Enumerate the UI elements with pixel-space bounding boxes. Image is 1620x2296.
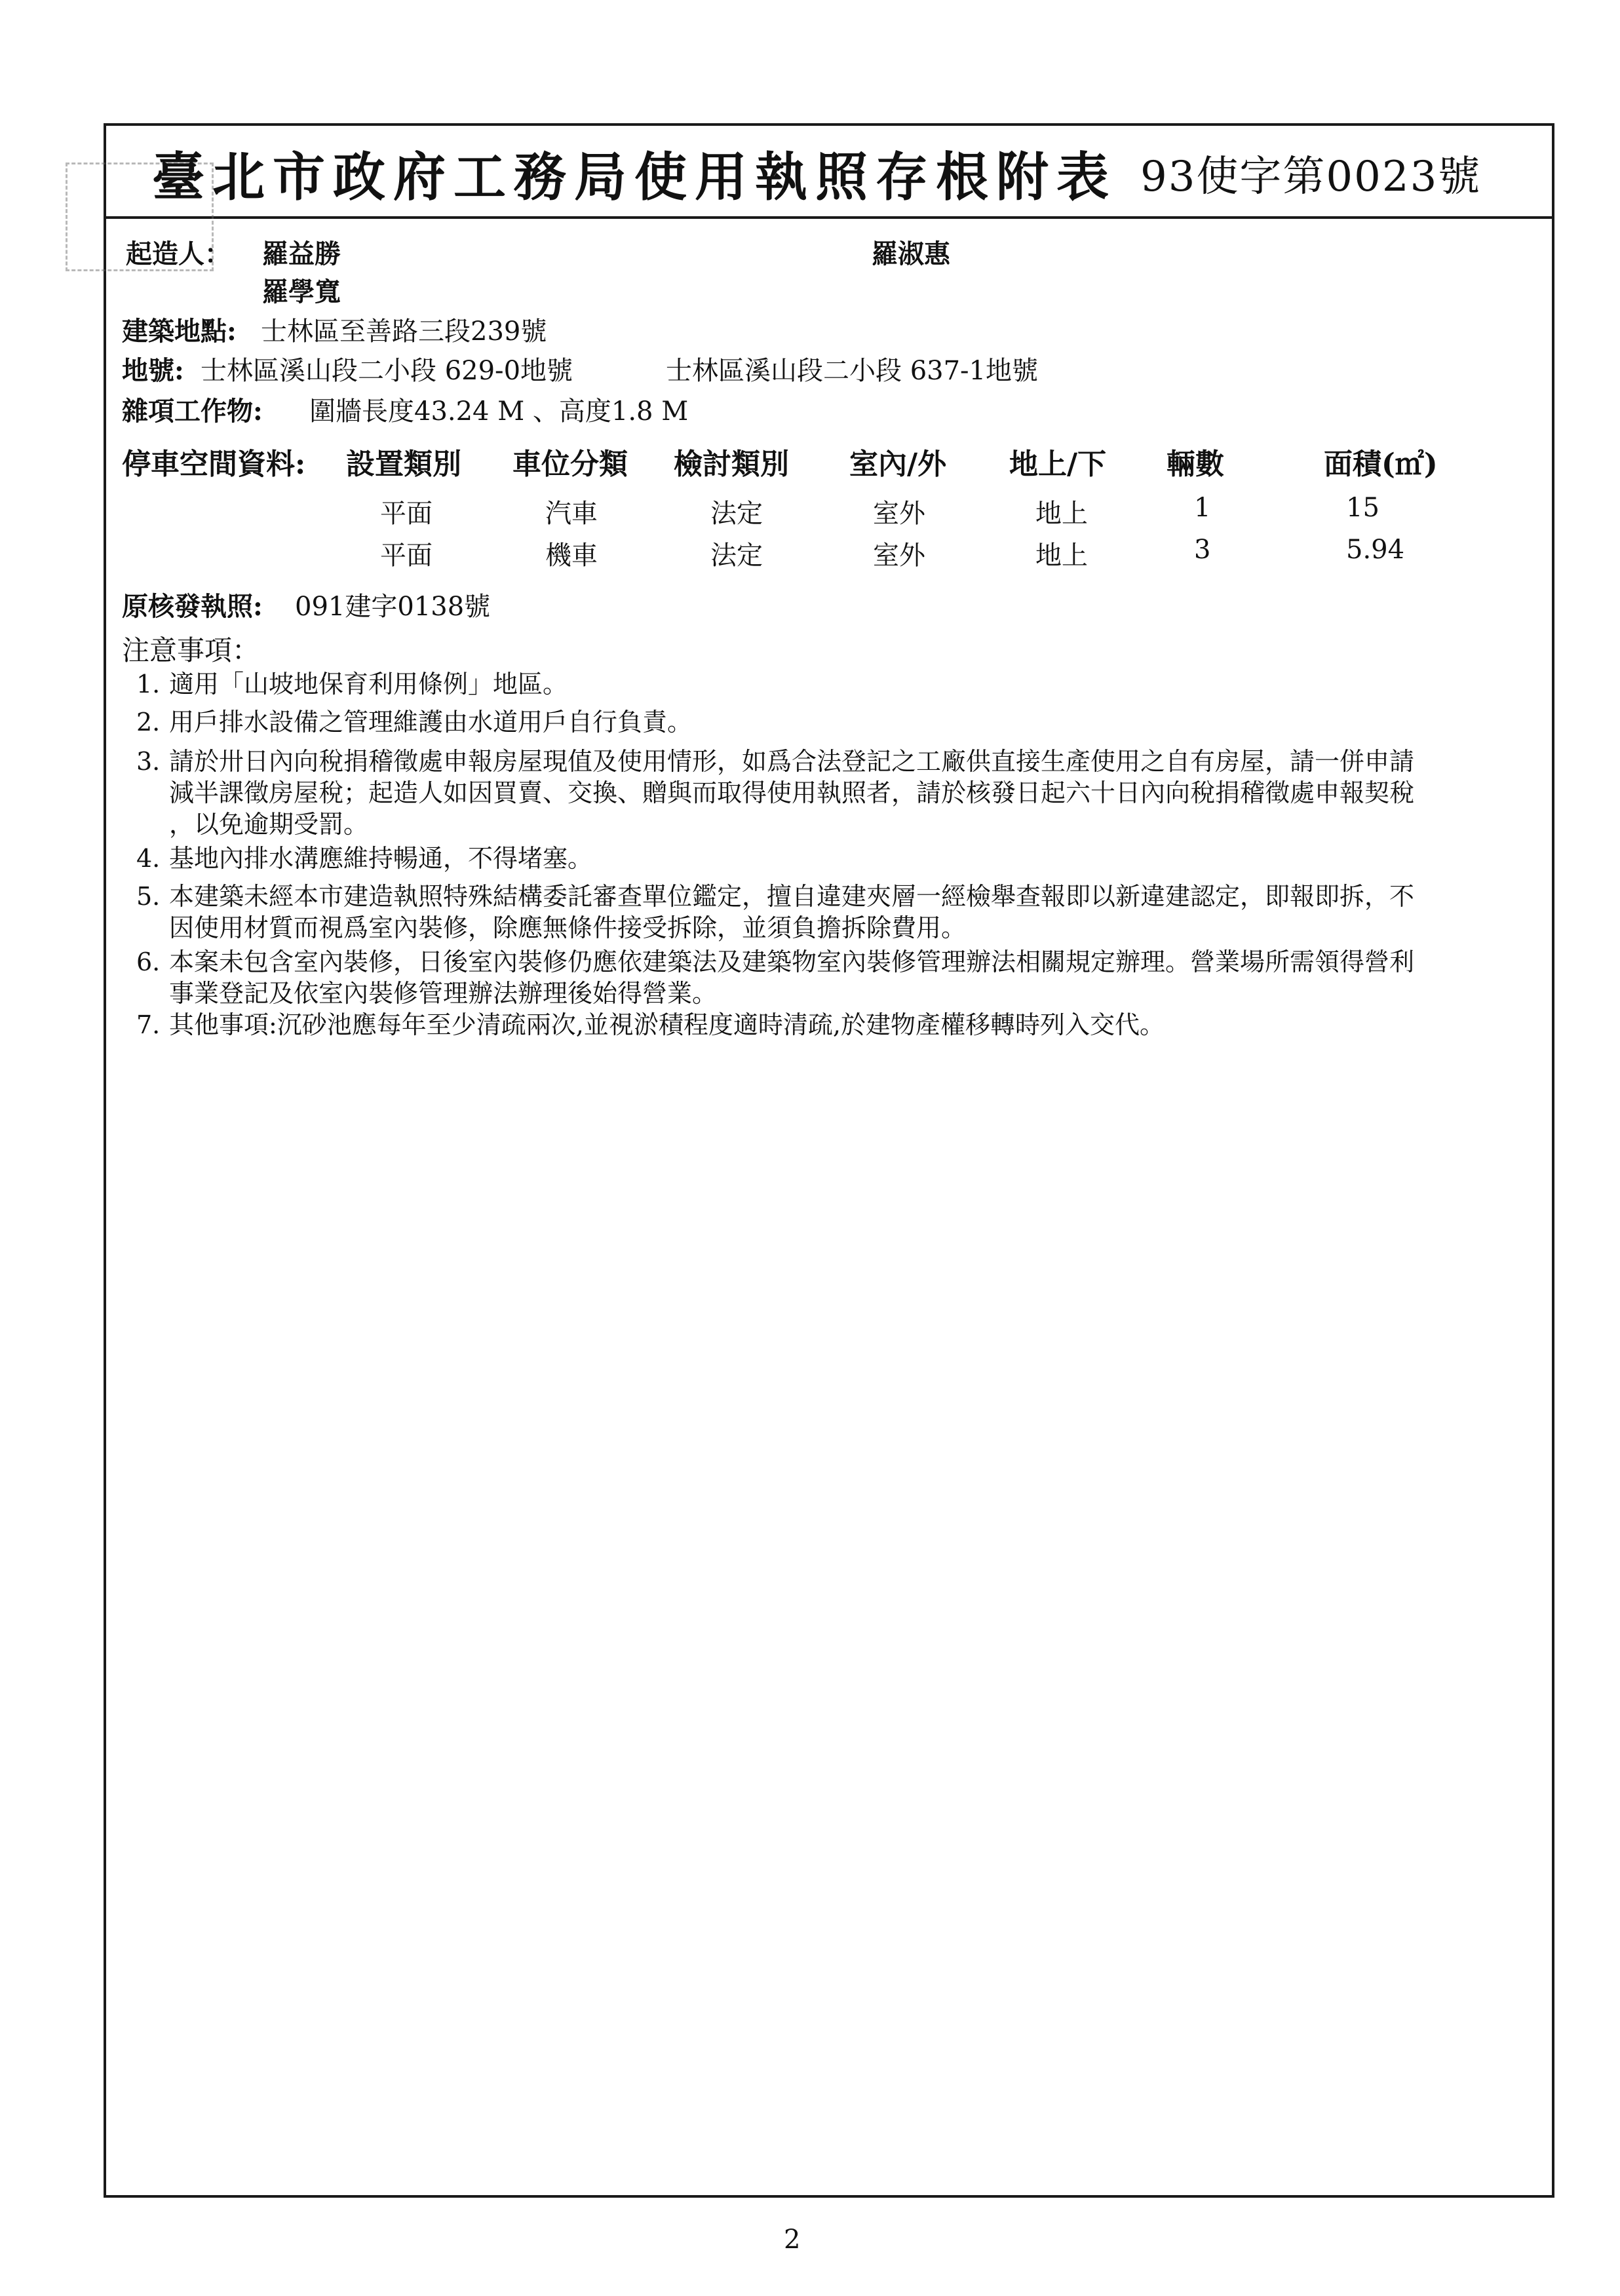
note-number: 6. [136, 947, 161, 976]
site-value: 士林區至善路三段239號 [261, 316, 547, 347]
original-permit-label: 原核發執照: [122, 591, 263, 622]
parking-label: 停車空間資料: [122, 448, 306, 481]
lot-value-2: 士林區溪山段二小段 637-1地號 [666, 356, 1039, 386]
note-number: 2. [136, 708, 161, 737]
note-number: 7. [136, 1010, 161, 1039]
parking-row1-review: 法定 [710, 499, 763, 529]
notes-heading: 注意事項： [122, 634, 260, 666]
page-number: 2 [784, 2225, 801, 2255]
parking-row2-review: 法定 [710, 541, 763, 571]
permit-number: 93使字第0023號 [1140, 153, 1482, 201]
parking-row2-type: 平面 [380, 541, 433, 571]
parking-row1-area: 15 [1346, 493, 1379, 523]
note-item-3 [136, 746, 1532, 840]
parking-col-5: 地上/下 [1009, 448, 1107, 481]
note-number: 1. [136, 670, 161, 698]
parking-row1-inout: 室外 [873, 499, 925, 529]
document-frame [104, 123, 1554, 2198]
note-number: 4. [136, 844, 161, 873]
note-line: 適用「山坡地保育利用條例」地區。 [169, 670, 568, 698]
note-item-2 [136, 706, 1532, 738]
parking-row1-class: 汽車 [545, 499, 598, 529]
note-line: 本案未包含室內裝修，日後室內裝修仍應依建築法及建築物室內裝修管理辦法相關規定辦理。營業場所需領得營利 [169, 947, 1415, 976]
title-divider [104, 216, 1554, 219]
parking-row2-level: 地上 [1035, 541, 1088, 571]
note-line: 本建築未經本市建造執照特殊結構委託審查單位鑑定，擅自違建夾層一經檢舉查報即以新違建認定，即報即拆，不 [169, 882, 1415, 911]
parking-row2-class: 機車 [545, 541, 598, 571]
note-item-5 [136, 881, 1532, 944]
misc-value: 圍牆長度43.24 M 、高度1.8 M [309, 396, 689, 427]
note-line: 因使用材質而視爲室內裝修，除應無條件接受拆除，並須負擔拆除費用。 [169, 913, 967, 942]
note-item-6 [136, 946, 1532, 1009]
note-line: 請於卅日內向稅捐稽徵處申報房屋現值及使用情形，如爲合法登記之工廠供直接生產使用之自有房屋，請一併申請 [169, 747, 1415, 776]
note-number: 5. [136, 882, 161, 911]
parking-row2-inout: 室外 [873, 541, 925, 571]
lot-label: 地號: [122, 355, 184, 386]
note-line: 基地內排水溝應維持暢通，不得堵塞。 [169, 844, 593, 873]
note-item-4 [136, 843, 1532, 874]
page-title: 臺北市政府工務局使用執照存根附表 [152, 146, 1117, 208]
parking-col-6: 輛數 [1167, 448, 1224, 481]
applicant-name-2: 羅學寬 [262, 277, 341, 307]
original-permit-value: 091建字0138號 [295, 592, 491, 622]
note-line: 用戶排水設備之管理維護由水道用戶自行負責。 [169, 708, 693, 737]
parking-row2-count: 3 [1194, 535, 1211, 565]
note-number: 3. [136, 747, 161, 776]
lot-value-1: 士林區溪山段二小段 629-0地號 [201, 356, 573, 386]
parking-row1-level: 地上 [1035, 499, 1088, 529]
misc-label: 雜項工作物: [122, 396, 263, 427]
note-item-1 [136, 668, 1532, 700]
site-label: 建築地點: [122, 316, 237, 347]
parking-row2-area: 5.94 [1346, 535, 1405, 565]
applicant-name-3: 羅淑惠 [872, 239, 950, 269]
parking-row1-type: 平面 [380, 499, 433, 529]
applicant-label: 起造人： [126, 239, 231, 269]
parking-row1-count: 1 [1194, 493, 1211, 523]
parking-col-4: 室內/外 [849, 448, 947, 481]
note-line: 其他事項:沉砂池應每年至少清疏兩次,並視淤積程度適時清疏,於建物產權移轉時列入交代。 [169, 1010, 1165, 1039]
parking-col-3: 檢討類別 [674, 448, 789, 481]
parking-col-2: 車位分類 [512, 448, 628, 481]
note-line: 事業登記及依室內裝修管理辦法辦理後始得營業。 [169, 979, 718, 1008]
applicant-name-1: 羅益勝 [262, 239, 341, 269]
parking-col-1: 設置類別 [346, 448, 461, 481]
note-line: ，以免逾期受罰。 [169, 810, 369, 839]
note-line: 減半課徵房屋稅；起造人如因買賣、交換、贈與而取得使用執照者，請於核發日起六十日內向稅捐稽徵處申報契稅 [169, 778, 1415, 807]
parking-col-7: 面積(㎡) [1324, 448, 1438, 481]
note-item-7 [136, 1009, 1532, 1041]
